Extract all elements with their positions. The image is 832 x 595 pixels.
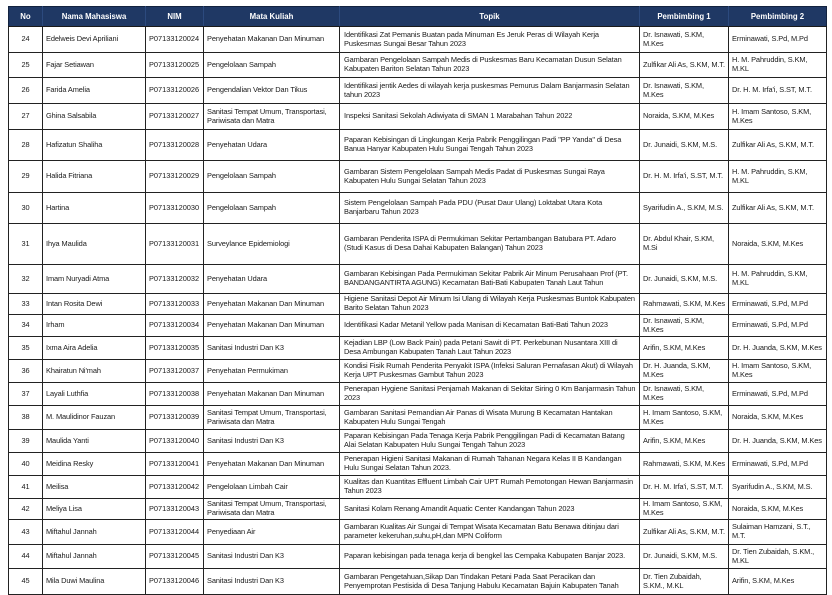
cell-mata-kuliah: Sanitasi Industri Dan K3	[204, 569, 340, 595]
cell-nama-mahasiswa: Ixma Aira Adelia	[43, 337, 146, 360]
table-row	[9, 315, 827, 337]
cell-mata-kuliah: Penyehatan Makanan Dan Minuman	[204, 383, 340, 406]
cell-no: 42	[9, 499, 43, 520]
cell-mata-kuliah: Sanitasi Industri Dan K3	[204, 545, 340, 569]
cell-pembimbing-2: Zulfikar Ali As, S.KM, M.T.	[729, 130, 827, 161]
cell-pembimbing-1: Dr. Junaidi, S.KM, M.S.	[640, 545, 729, 569]
cell-pembimbing-1: Noraida, S.KM, M.Kes	[640, 104, 729, 130]
cell-mata-kuliah: Pengelolaan Limbah Cair	[204, 476, 340, 499]
table-row	[9, 520, 827, 545]
cell-pembimbing-2: H. M. Pahruddin, S.KM, M.KL	[729, 265, 827, 294]
cell-no: 44	[9, 545, 43, 569]
cell-pembimbing-1: Dr. H. M. Irfa'i, S.ST, M.T.	[640, 476, 729, 499]
column-header-mata-kuliah: Mata Kuliah	[204, 7, 340, 27]
table-row	[9, 104, 827, 130]
cell-nama-mahasiswa: Layali Luthfia	[43, 383, 146, 406]
cell-no: 30	[9, 193, 43, 224]
cell-no: 41	[9, 476, 43, 499]
cell-topik: Gambaran Pengelolaan Sampah Medis di Puskesmas Baru Kecamatan Dusun Selatan Kabupaten Bariton Selatan Tahun 2023	[340, 53, 640, 78]
cell-nim: P07133120029	[146, 161, 204, 193]
cell-pembimbing-1: Dr. Tien Zubaidah, S.KM., M.KL	[640, 569, 729, 595]
cell-nama-mahasiswa: Khairatun Ni'mah	[43, 360, 146, 383]
cell-nama-mahasiswa: Miftahul Jannah	[43, 520, 146, 545]
cell-pembimbing-2: Noraida, S.KM, M.Kes	[729, 224, 827, 265]
table-row	[9, 383, 827, 406]
cell-nim: P07133120035	[146, 337, 204, 360]
cell-mata-kuliah: Pengendalian Vektor Dan Tikus	[204, 78, 340, 104]
table-row	[9, 27, 827, 53]
cell-pembimbing-2: H. M. Pahruddin, S.KM, M.KL	[729, 161, 827, 193]
cell-nama-mahasiswa: Mila Duwi Maulina	[43, 569, 146, 595]
cell-pembimbing-2: Erminawati, S.Pd, M.Pd	[729, 383, 827, 406]
cell-nim: P07133120031	[146, 224, 204, 265]
cell-pembimbing-2: H. Imam Santoso, S.KM, M.Kes	[729, 104, 827, 130]
table-row	[9, 294, 827, 315]
cell-nim: P07133120039	[146, 406, 204, 430]
cell-topik: Sanitasi Kolam Renang Amandit Aquatic Center Kandangan Tahun 2023	[340, 499, 640, 520]
cell-nama-mahasiswa: Irham	[43, 315, 146, 337]
cell-no: 37	[9, 383, 43, 406]
cell-no: 26	[9, 78, 43, 104]
cell-no: 34	[9, 315, 43, 337]
cell-mata-kuliah: Penyediaan Air	[204, 520, 340, 545]
cell-pembimbing-1: Rahmawati, S.KM, M.Kes	[640, 453, 729, 476]
cell-mata-kuliah: Sanitasi Industri Dan K3	[204, 337, 340, 360]
cell-nim: P07133120030	[146, 193, 204, 224]
cell-topik: Gambaran Penderita ISPA di Permukiman Sekitar Pertambangan Batubara PT. Adaro (Studi Kasus di Desa Dahai Kabupaten Balangan) Tahun 2023	[340, 224, 640, 265]
table-row	[9, 78, 827, 104]
cell-nim: P07133120044	[146, 520, 204, 545]
cell-nama-mahasiswa: Meliya Lisa	[43, 499, 146, 520]
cell-pembimbing-1: Dr. H. M. Irfa'i, S.ST, M.T.	[640, 161, 729, 193]
cell-pembimbing-1: Zulfikar Ali As, S.KM, M.T.	[640, 520, 729, 545]
cell-no: 24	[9, 27, 43, 53]
cell-nim: P07133120033	[146, 294, 204, 315]
cell-pembimbing-1: Syarifudin A., S.KM, M.S.	[640, 193, 729, 224]
cell-mata-kuliah: Sanitasi Tempat Umum, Transportasi, Pariwisata dan Matra	[204, 104, 340, 130]
report-table-page	[8, 6, 827, 595]
cell-no: 25	[9, 53, 43, 78]
cell-no: 33	[9, 294, 43, 315]
cell-pembimbing-2: Arifin, S.KM, M.Kes	[729, 569, 827, 595]
cell-topik: Paparan kebisingan pada tenaga kerja di bengkel las Cempaka Kabupaten Banjar 2023.	[340, 545, 640, 569]
cell-topik: Gambaran Pengetahuan,Sikap Dan Tindakan Petani Pada Saat Peracikan dan Penyemprotan Pestisida di Desa Tanjung Habulu Kecamatan Bajuin Kabupaten Tanah	[340, 569, 640, 595]
table-row	[9, 406, 827, 430]
table-row	[9, 430, 827, 453]
cell-pembimbing-1: Dr. Isnawati, S.KM, M.Kes	[640, 315, 729, 337]
cell-nim: P07133120038	[146, 383, 204, 406]
cell-pembimbing-1: Dr. Abdul Khair, S.KM, M.Si	[640, 224, 729, 265]
table-row	[9, 265, 827, 294]
column-header-no: No	[9, 7, 43, 27]
cell-pembimbing-1: Dr. Junaidi, S.KM, M.S.	[640, 130, 729, 161]
table-body	[9, 27, 827, 595]
cell-pembimbing-2: Erminawati, S.Pd, M.Pd	[729, 294, 827, 315]
cell-pembimbing-1: Zulfikar Ali As, S.KM, M.T.	[640, 53, 729, 78]
cell-pembimbing-2: Syarifudin A., S.KM, M.S.	[729, 476, 827, 499]
cell-pembimbing-2: Dr. H. Juanda, S.KM, M.Kes	[729, 337, 827, 360]
cell-pembimbing-1: H. Imam Santoso, S.KM, M.Kes	[640, 499, 729, 520]
cell-topik: Kualitas dan Kuantitas Effluent Limbah Cair UPT Rumah Pemotongan Hewan Banjarmasin Tahun 2023	[340, 476, 640, 499]
cell-nim: P07133120045	[146, 545, 204, 569]
cell-topik: Kejadian LBP (Low Back Pain) pada Petani Sawit di PT. Perkebunan Nusantara XIII di Desa Ambungan Kabupaten Tanah Laut Tahun 2023	[340, 337, 640, 360]
cell-topik: Gambaran Kebisingan Pada Permukiman Sekitar Pabrik Air Minum Perusahaan Prof (PT. BANDANGANTIRTA AGUNG) Kecamatan Bati-Bati Kabupaten Tanah Laut Tahun	[340, 265, 640, 294]
table-row	[9, 130, 827, 161]
cell-no: 39	[9, 430, 43, 453]
cell-nama-mahasiswa: Farida Amelia	[43, 78, 146, 104]
cell-mata-kuliah: Sanitasi Tempat Umum, Transportasi, Pariwisata dan Matra	[204, 406, 340, 430]
cell-topik: Gambaran Sanitasi Pemandian Air Panas di Wisata Murung B Kecamatan Hantakan Kabupaten Hulu Sungai Tengah	[340, 406, 640, 430]
cell-pembimbing-2: Sulaiman Hamzani, S.T., M.T.	[729, 520, 827, 545]
cell-pembimbing-1: Dr. Isnawati, S.KM, M.Kes	[640, 78, 729, 104]
cell-pembimbing-1: Dr. Junaidi, S.KM, M.S.	[640, 265, 729, 294]
cell-mata-kuliah: Penyehatan Makanan Dan Minuman	[204, 294, 340, 315]
cell-nama-mahasiswa: Ihya Maulida	[43, 224, 146, 265]
column-header-pembimbing-2: Pembimbing 2	[729, 7, 827, 27]
cell-pembimbing-1: Arifin, S.KM, M.Kes	[640, 430, 729, 453]
column-header-nim: NIM	[146, 7, 204, 27]
cell-nim: P07133120026	[146, 78, 204, 104]
cell-nama-mahasiswa: Ghina Salsabila	[43, 104, 146, 130]
cell-pembimbing-2: Noraida, S.KM, M.Kes	[729, 406, 827, 430]
cell-nama-mahasiswa: Halida Fitriana	[43, 161, 146, 193]
cell-pembimbing-2: H. M. Pahruddin, S.KM, M.KL	[729, 53, 827, 78]
cell-mata-kuliah: Sanitasi Tempat Umum, Transportasi, Pariwisata dan Matra	[204, 499, 340, 520]
cell-no: 35	[9, 337, 43, 360]
cell-nama-mahasiswa: Meidina Resky	[43, 453, 146, 476]
cell-nama-mahasiswa: Edelweis Devi Apriliani	[43, 27, 146, 53]
cell-no: 31	[9, 224, 43, 265]
cell-pembimbing-2: Erminawati, S.Pd, M.Pd	[729, 315, 827, 337]
cell-mata-kuliah: Penyehatan Udara	[204, 130, 340, 161]
table-row	[9, 337, 827, 360]
table-row	[9, 453, 827, 476]
cell-nim: P07133120024	[146, 27, 204, 53]
cell-topik: Identifikasi jentik Aedes di wilayah kerja puskesmas Pemurus Dalam Banjarmasin Selatan tahun 2023	[340, 78, 640, 104]
cell-nim: P07133120042	[146, 476, 204, 499]
cell-no: 45	[9, 569, 43, 595]
cell-topik: Gambaran Kualitas Air Sungai di Tempat Wisata Kecamatan Batu Benawa ditinjau dari parameter kekeruhan,suhu,pH,dan MPN Coliform	[340, 520, 640, 545]
header-row	[9, 7, 827, 27]
table-row	[9, 499, 827, 520]
cell-nim: P07133120043	[146, 499, 204, 520]
column-header-pembimbing-1: Pembimbing 1	[640, 7, 729, 27]
cell-mata-kuliah: Penyehatan Makanan Dan Minuman	[204, 453, 340, 476]
cell-pembimbing-2: Dr. H. M. Irfa'i, S.ST, M.T.	[729, 78, 827, 104]
cell-nama-mahasiswa: Hafizatun Shaliha	[43, 130, 146, 161]
cell-nim: P07133120037	[146, 360, 204, 383]
table-row	[9, 360, 827, 383]
cell-mata-kuliah: Penyehatan Makanan Dan Minuman	[204, 27, 340, 53]
table-row	[9, 545, 827, 569]
cell-nama-mahasiswa: Meilisa	[43, 476, 146, 499]
cell-pembimbing-1: Rahmawati, S.KM, M.Kes	[640, 294, 729, 315]
cell-mata-kuliah: Pengelolaan Sampah	[204, 53, 340, 78]
cell-topik: Higiene Sanitasi Depot Air Minum Isi Ulang di Wilayah Kerja Puskesmas Buntok Kabupaten Barito Selatan Tahun 2023	[340, 294, 640, 315]
cell-mata-kuliah: Pengelolaan Sampah	[204, 193, 340, 224]
table-row	[9, 224, 827, 265]
cell-no: 32	[9, 265, 43, 294]
cell-no: 36	[9, 360, 43, 383]
cell-mata-kuliah: Penyehatan Udara	[204, 265, 340, 294]
table-row	[9, 193, 827, 224]
table-row	[9, 569, 827, 595]
cell-nim: P07133120028	[146, 130, 204, 161]
cell-nim: P07133120041	[146, 453, 204, 476]
cell-topik: Kondisi Fisik Rumah Penderita Penyakit ISPA (Infeksi Saluran Pernafasan Akut) di Wilayah Kerja UPT Puskesmas Gambut Tahun 2023	[340, 360, 640, 383]
cell-no: 29	[9, 161, 43, 193]
cell-no: 43	[9, 520, 43, 545]
table-row	[9, 161, 827, 193]
cell-nim: P07133120032	[146, 265, 204, 294]
cell-no: 38	[9, 406, 43, 430]
cell-nim: P07133120025	[146, 53, 204, 78]
table-row	[9, 476, 827, 499]
cell-nama-mahasiswa: Imam Nuryadi Atma	[43, 265, 146, 294]
cell-topik: Paparan Kebisingan di Lingkungan Kerja Pabrik Penggilingan Padi "PP Yanda" di Desa Banua Hanyar Kabupaten Hulu Sungai Tengah Tahun 2023	[340, 130, 640, 161]
table-row	[9, 53, 827, 78]
cell-pembimbing-2: Dr. H. Juanda, S.KM, M.Kes	[729, 430, 827, 453]
cell-mata-kuliah: Pengelolaan Sampah	[204, 161, 340, 193]
cell-mata-kuliah: Penyehatan Permukiman	[204, 360, 340, 383]
cell-nim: P07133120034	[146, 315, 204, 337]
cell-pembimbing-1: H. Imam Santoso, S.KM, M.Kes	[640, 406, 729, 430]
cell-topik: Identifikasi Zat Pemanis Buatan pada Minuman Es Jeruk Peras di Wilayah Kerja Puskesmas Sungai Besar Tahun 2023	[340, 27, 640, 53]
cell-pembimbing-1: Dr. H. Juanda, S.KM, M.Kes	[640, 360, 729, 383]
cell-pembimbing-2: Dr. Tien Zubaidah, S.KM., M.KL	[729, 545, 827, 569]
cell-mata-kuliah: Sanitasi Industri Dan K3	[204, 430, 340, 453]
cell-nim: P07133120040	[146, 430, 204, 453]
cell-pembimbing-2: Noraida, S.KM, M.Kes	[729, 499, 827, 520]
cell-pembimbing-2: Erminawati, S.Pd, M.Pd	[729, 27, 827, 53]
cell-mata-kuliah: Surveylance Epidemiologi	[204, 224, 340, 265]
cell-pembimbing-2: Zulfikar Ali As, S.KM, M.T.	[729, 193, 827, 224]
cell-no: 40	[9, 453, 43, 476]
column-header-topik: Topik	[340, 7, 640, 27]
cell-topik: Identifikasi Kadar Metanil Yellow pada Manisan di Kecamatan Bati-Bati Tahun 2023	[340, 315, 640, 337]
cell-no: 27	[9, 104, 43, 130]
cell-nama-mahasiswa: Fajar Setiawan	[43, 53, 146, 78]
cell-pembimbing-1: Dr. Isnawati, S.KM, M.Kes	[640, 383, 729, 406]
cell-topik: Paparan Kebisingan Pada Tenaga Kerja Pabrik Penggilingan Padi di Kecamatan Batang Alai Selatan Kabupaten Hulu Sungai Tengah Tahun 2023	[340, 430, 640, 453]
cell-nim: P07133120046	[146, 569, 204, 595]
cell-nama-mahasiswa: Maulida Yanti	[43, 430, 146, 453]
cell-topik: Penerapan Higieni Sanitasi Makanan di Rumah Tahanan Negara Kelas II B Kandangan Hulu Sungai Selatan Tahun 2023.	[340, 453, 640, 476]
cell-topik: Sistem Pengelolaan Sampah Pada PDU (Pusat Daur Ulang) Loktabat Utara Kota Banjarbaru Tahun 2023	[340, 193, 640, 224]
cell-nim: P07133120027	[146, 104, 204, 130]
cell-topik: Inspeksi Sanitasi Sekolah Adiwiyata di SMAN 1 Marabahan Tahun 2022	[340, 104, 640, 130]
cell-nama-mahasiswa: Hartina	[43, 193, 146, 224]
students-supervisors-table	[8, 6, 827, 595]
cell-topik: Penerapan Hygiene Sanitasi Penjamah Makanan di Sekitar Siring 0 Km Banjarmasin Tahun 2023	[340, 383, 640, 406]
cell-topik: Gambaran Sistem Pengelolaan Sampah Medis Padat di Puskesmas Sungai Raya Kabupaten Hulu Sungai Selatan Tahun 2023	[340, 161, 640, 193]
column-header-nama-mahasiswa: Nama Mahasiswa	[43, 7, 146, 27]
cell-nama-mahasiswa: Miftahul Jannah	[43, 545, 146, 569]
cell-no: 28	[9, 130, 43, 161]
cell-pembimbing-2: H. Imam Santoso, S.KM, M.Kes	[729, 360, 827, 383]
cell-nama-mahasiswa: M. Maulidinor Fauzan	[43, 406, 146, 430]
cell-nama-mahasiswa: Intan Rosita Dewi	[43, 294, 146, 315]
cell-pembimbing-2: Erminawati, S.Pd, M.Pd	[729, 453, 827, 476]
cell-mata-kuliah: Penyehatan Makanan Dan Minuman	[204, 315, 340, 337]
cell-pembimbing-1: Arifin, S.KM, M.Kes	[640, 337, 729, 360]
cell-pembimbing-1: Dr. Isnawati, S.KM, M.Kes	[640, 27, 729, 53]
